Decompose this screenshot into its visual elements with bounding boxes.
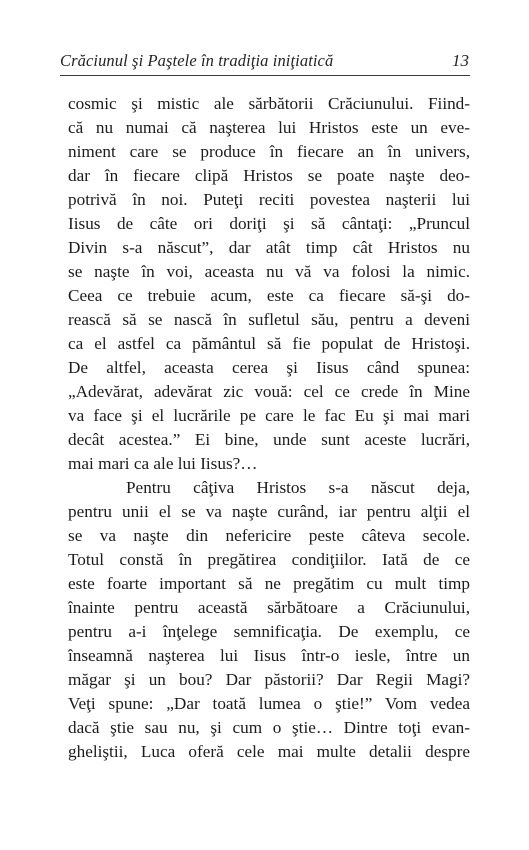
text-line: Iisus de câte ori doriţi şi să cântaţi: „Pruncul [68,214,470,233]
text-line: înseamnă naşterea lui Iisus într-o iesle, între un [68,646,470,665]
text-line: dacă ştie sau nu, şi cum o ştie… Dintre toţi evan- [68,718,470,737]
text-line: Pentru câţiva Hristos s-a născut deja, [126,478,470,497]
text-line: pentru unii el se va naşte curând, iar pentru alţii el [68,502,470,521]
text-line: De altfel, aceasta cerea şi Iisus când spunea: [68,358,470,377]
text-line: că nu numai că naşterea lui Hristos este un eve- [68,118,470,137]
page-number: 13 [452,51,469,70]
text-line: Veţi spune: „Dar toată lumea o ştie!” Vom vedea [68,694,470,713]
header-rule [60,75,470,76]
text-line: ca el astfel ca pământul să fie populat de Hristoşi. [68,334,470,353]
running-head [60,49,469,73]
text-line: este foarte important să ne pregătim cu mult timp [68,574,470,593]
running-title: Crăciunul şi Paştele în tradiţia iniţiatică [60,51,334,70]
text-line: decât acestea.” Ei bine, unde sunt aceste lucrări, [68,430,470,449]
text-line: Ceea ce trebuie acum, este ca fiecare să-şi do- [68,286,470,305]
body-text [68,92,470,764]
paragraph-2 [68,476,470,764]
text-line: niment care se produce în fiecare an în univers, [68,142,470,161]
text-line: Divin s-a născut”, dar atât timp cât Hristos nu [68,238,470,257]
text-line: „Adevărat, adevărat zic vouă: cel ce crede în Mine [68,382,470,401]
text-line: înainte pentru această sărbătoare a Crăciunului, [68,598,470,617]
paragraph-1 [68,92,470,476]
text-line: Totul constă în pregătirea condiţiilor. Iată de ce [68,550,470,569]
text-line: se va naşte din nefericire peste câteva secole. [68,526,470,545]
text-line: dar în fiecare clipă Hristos se poate naşte deo- [68,166,470,185]
text-line: pentru a-i înţelege semnificaţia. De exemplu, ce [68,622,470,641]
text-line: gheliştii, Luca oferă cele mai multe detalii despre [68,742,470,761]
text-line: cosmic şi mistic ale sărbătorii Crăciunului. Fiind- [68,94,470,113]
text-line: măgar şi un bou? Dar păstorii? Dar Regii Magi? [68,670,470,689]
text-line: potrivă în noi. Puteţi reciti povestea naşterii lui [68,190,470,209]
text-line: va face şi el lucrările pe care le fac Eu şi mai mari [68,406,470,425]
text-line: rească să se nască în sufletul său, pentru a deveni [68,310,470,329]
text-line: se naşte în voi, aceasta nu vă va folosi la nimic. [68,262,470,281]
text-line: mai mari ca ale lui Iisus?… [68,454,258,473]
